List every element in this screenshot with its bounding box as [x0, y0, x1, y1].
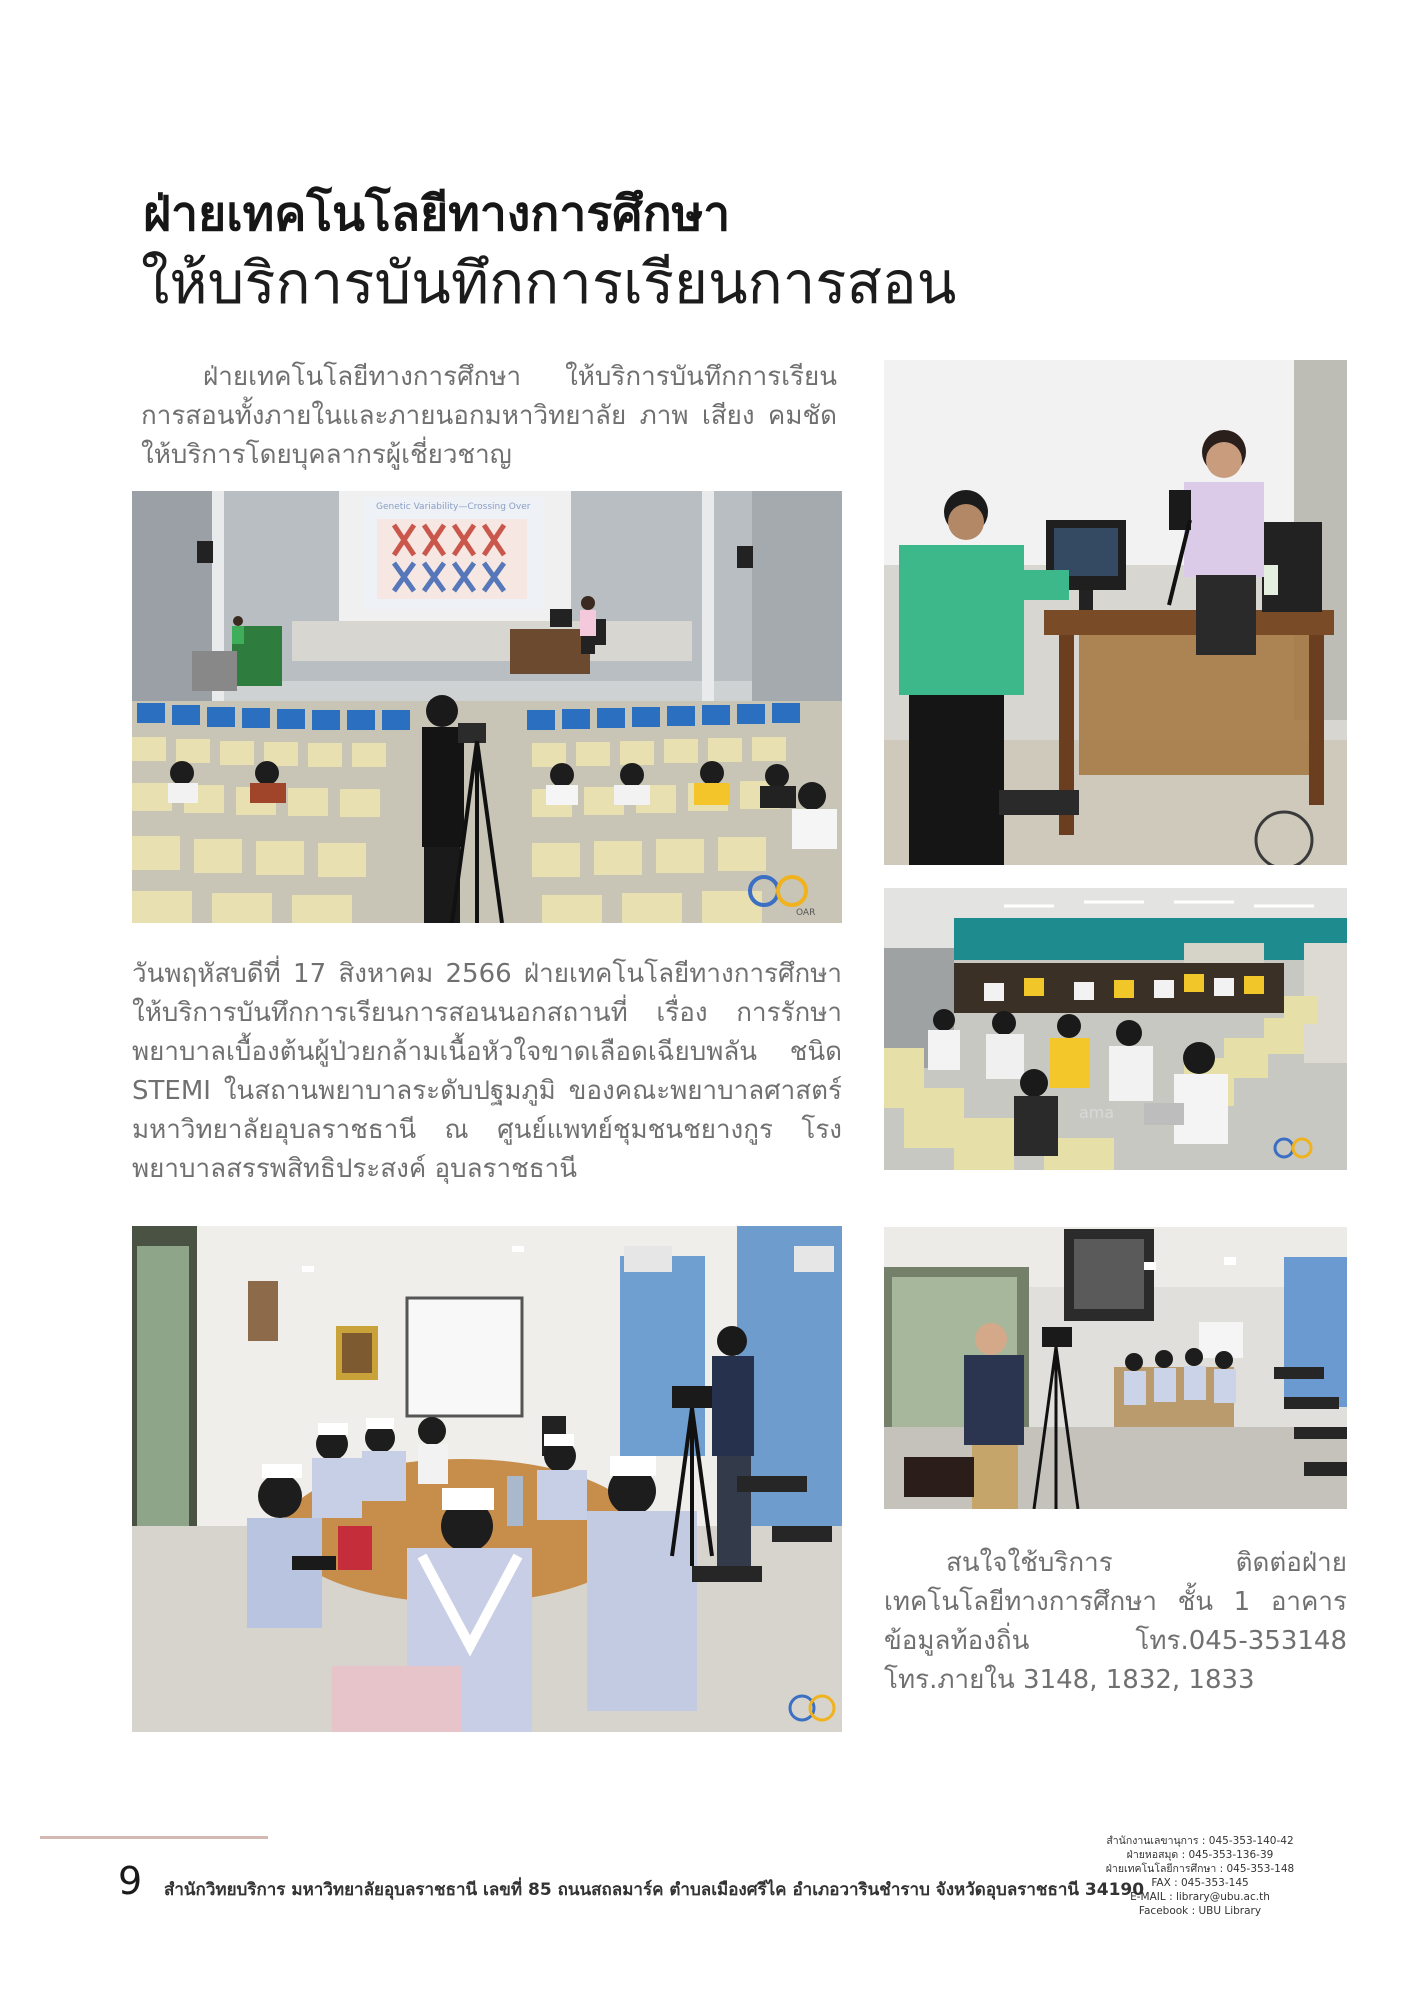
lecture-hall-photo: [132, 491, 842, 923]
classroom-camera-photo: [884, 1227, 1347, 1509]
intro-paragraph: [141, 358, 837, 475]
page-subtitle: ให้บริการบันทึกการเรียนการสอน: [141, 249, 957, 317]
intro-text: ฝ่ายเทคโนโลยีทางการศึกษา ให้บริการบันทึกการเรียนการสอนทั้งภายในและภายนอกมหาวิทยาลัย ภาพ เสียง คมชัด ให้บริการโดยบุคลากรผู้เชี่ยวชาญ: [141, 362, 837, 470]
page-number: 9: [118, 1859, 143, 1903]
lecturer-podium-photo: [884, 360, 1347, 865]
auditorium-students-photo: [884, 888, 1347, 1170]
contact-fax: FAX : 045-353-145: [1151, 1877, 1249, 1889]
contact-edtech: ฝ่ายเทคโนโลยีการศึกษา : 045-353-148: [1105, 1863, 1295, 1875]
contact-paragraph: [884, 1544, 1347, 1700]
page-title: ฝ่ายเทคโนโลยีทางการศึกษา: [143, 186, 731, 242]
contact-text: สนใจใช้บริการ ติดต่อฝ่ายเทคโนโลยีทางการศึกษา ชั้น 1 อาคารข้อมูลท้องถิ่น โทร.045-353148 โทร.ภายใน 3148, 1832, 1833: [884, 1548, 1347, 1695]
contact-secretary: สำนักงานเลขานุการ : 045-353-140-42: [1106, 1835, 1294, 1847]
event-paragraph: วันพฤหัสบดีที่ 17 สิงหาคม 2566 ฝ่ายเทคโนโลยีทางการศึกษา ให้บริการบันทึกการเรียนการสอนนอกสถานที่ เรื่อง การรักษาพยาบาลเบื้องต้นผู้ป่วยกล้ามเนื้อหัวใจขาดเลือดเฉียบพลัน ชนิด STEMI ในสถานพยาบาลระดับปฐมภูมิ ของคณะพยาบาลศาสตร์ มหาวิทยาลัยอุบลราชธานี ณ ศูนย์แพทย์ชุมชนชยางกูร โรงพยาบาลสรรพสิทธิประสงค์ อุบลราชธานี: [132, 959, 842, 1184]
footer-address: สำนักวิทยบริการ มหาวิทยาลัยอุบลราชธานี เลขที่ 85 ถนนสถลมาร์ค ตำบลเมืองศรีไค อำเภอวารินชำราบ จังหวัดอุบลราชธานี 34190: [164, 1880, 1145, 1900]
nursing-students-photo: [132, 1226, 842, 1732]
watermark-text: OAR: [796, 908, 816, 918]
slide-title-text: Genetic Variability—Crossing Over: [376, 502, 531, 512]
contact-library: ฝ่ายหอสมุด : 045-353-136-39: [1126, 1849, 1274, 1861]
shirt-print-text: ama: [1079, 1103, 1115, 1122]
chromosome-figure: [377, 519, 527, 599]
contact-facebook[interactable]: Facebook : UBU Library: [1138, 1905, 1262, 1917]
footer-divider: [40, 1836, 268, 1839]
contact-email[interactable]: E-MAIL : library@ubu.ac.th: [1130, 1891, 1270, 1903]
projector-screen: [407, 1298, 522, 1416]
water-bottle-icon: [507, 1476, 523, 1526]
contact-block: [1100, 1834, 1300, 1918]
